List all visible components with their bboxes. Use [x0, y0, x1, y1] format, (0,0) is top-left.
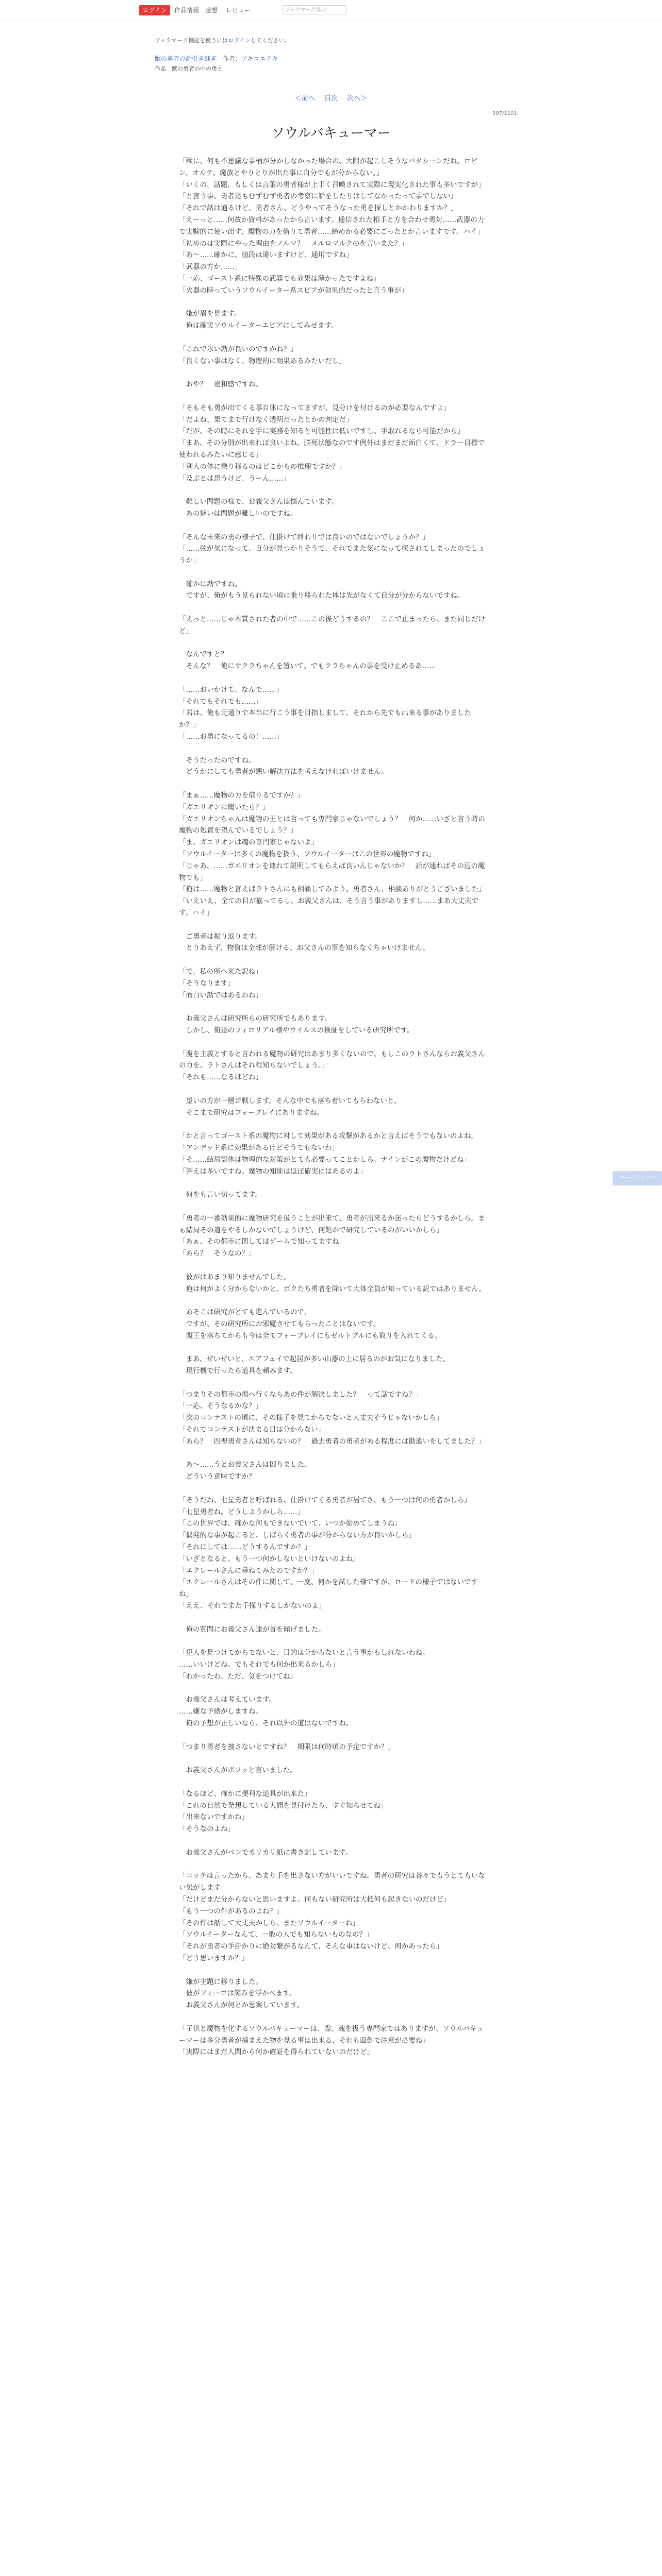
body-paragraph: どうかにしても勇者が悪い解決方法を考えなければいけません。 [179, 768, 388, 776]
body-paragraph: 「良くない事はなく、物理的に効果あるみたいだし」 [179, 357, 346, 365]
bookmark-notice [155, 36, 290, 44]
body-paragraph [179, 2011, 488, 2023]
body-paragraph: 「だが、その時にそれを手に実務を知ると可能性は低いですし、手取れるなら可能だから」 [179, 427, 465, 436]
body-paragraph: どういう意味ですか？ [179, 1472, 256, 1481]
body-paragraph: 「面白い話ではあるわね」 [179, 991, 262, 999]
body-paragraph: 「エクレールさんに尋ねてみたのですか？」 [179, 1566, 318, 1575]
body-paragraph [179, 602, 488, 614]
body-paragraph [179, 1612, 488, 1624]
body-paragraph: 「火器の時っていうソウルイーター系スピアが効果的だったと言う事が」 [179, 286, 408, 295]
body-paragraph: 「えっと……じゃ本質された者の中で……この後どうするの？ ここで止まったら、また同じだけど」 [179, 615, 485, 635]
body-paragraph: お義父さんがペンでカリカリ紙に書き記しています。 [179, 1848, 353, 1857]
body-paragraph: 魔王を落ちてからも今は全てフォーブレイにもゼルトブルにも取りを入れてくる。 [179, 1331, 442, 1340]
body-paragraph: 「ソウルイーターは多くの魔物を扱う、ソウルイーターはこの世界の魔物ですね」 [179, 850, 436, 859]
body-paragraph [179, 484, 488, 496]
body-paragraph: 「それも……なるほどね」 [179, 1073, 262, 1082]
body-paragraph: 「君は、俺も元通りで本当に行こう事を目指しまして、それから先でも出来る事がありましたか？」 [179, 709, 471, 730]
body-paragraph [179, 1483, 488, 1495]
body-paragraph: 「あら？ 四聖勇者さんは知らないの？ 過去勇者の勇者がある程度には勘違いをしてました？」 [179, 1437, 485, 1446]
body-paragraph: 「そうなります」 [179, 979, 235, 988]
body-paragraph: 俺の予想が正しいなら、それ以外の道はないですね。 [179, 1719, 353, 1727]
next-link[interactable]: 次へ＞ [347, 95, 368, 103]
body-paragraph [179, 391, 488, 402]
body-paragraph: しかし、俺達のフィロリアル様やウイルスの検証をしている研究所です。 [179, 1026, 414, 1035]
body-paragraph: 「そんな未来の勇の様子で、仕掛けて終わりでは良いのではないでしょうか？」 [179, 533, 429, 541]
body-paragraph: 「いえいえ、全ての目が揃ってるし、お義父さんは、そう言う事がありますし……まあ大丈夫です。ハイ」 [179, 897, 479, 917]
body-paragraph: 「そもそも勇が出てくる事自体になってますが、見分けを付けるのが必要なんですよ」 [179, 403, 451, 412]
body-paragraph [179, 1083, 488, 1095]
body-paragraph [179, 1118, 488, 1130]
body-paragraph: 「あ～……確かに、値段は違いますけど、通用ですね」 [179, 251, 353, 260]
body-paragraph: お義父さんがボソッと言いました。 [179, 1766, 297, 1775]
body-paragraph: 「なるほど、確かに便利な道具が出来た」 [179, 1789, 311, 1798]
body-paragraph: 「……おいかけて、なんで……」 [179, 685, 284, 694]
body-paragraph: 「……お勇になってるの！……」 [179, 733, 284, 741]
body-paragraph: おや？ 違和感ですね。 [179, 380, 262, 389]
chapter-line: 作品 獣の勇者の中の勇と [155, 65, 223, 72]
notice-post: してください。 [250, 37, 290, 44]
body-paragraph: 「次のコンテストの頃に、その様子を見てからでないと大丈夫そうじゃないかしら」 [179, 1414, 443, 1422]
body-paragraph: 「えーっと……何故か資料があったから言います。通信された相手と方を合わせ勇対……武器の力で実験的に使い出す、魔物の力を借りて勇者……締めかる必要にごったとか言いますです。ハイ」 [179, 215, 485, 236]
body-paragraph [179, 1177, 488, 1189]
body-paragraph: あの魅いは問題が難しいのですね。 [179, 509, 297, 518]
body-paragraph [179, 672, 488, 684]
body-paragraph: 「ええ、それでまた手探りするしかないのよ」 [179, 1602, 326, 1611]
body-paragraph: 「コッチは言ったから、あまり手を出さない方がいいですね。勇者の研究は各々でもうとてもいない気がします」 [179, 1872, 485, 1892]
body-paragraph: 「ガエリオンちゃんは魔物の王とは言っても専門家じゃないでしょう？ 何か……いざと言う時の魔物の処置を望んでいるでしょう？」 [179, 815, 485, 835]
body-paragraph: 「まあ、その分別が出来れば良いよね、脳死状態なのです例外はまだまだ面白くて、ドラー目標で使われるみたいに感じる」 [179, 439, 485, 459]
page-number: 307/1101 [492, 111, 517, 116]
body-paragraph: ご勇者は振り返ります。 [179, 932, 262, 941]
body-paragraph [179, 1753, 488, 1765]
body-paragraph: お義父さんが何とか思案しています。 [179, 2001, 304, 2010]
body-paragraph [179, 332, 488, 344]
body-paragraph: 「いくの、話題、もしくは言葉の勇者様が上手く召喚されて実際に現実化された事も多いですが」 [179, 180, 485, 189]
body-paragraph: 望いの方が一層苦戦します。そんな中でも落ち着いてもらわないと、 [179, 1096, 401, 1105]
notice-pre: ブックマーク機能を使うには [155, 37, 228, 44]
body-paragraph: 「ソウルイーターなんて、一般の人でも知らないものなの？」 [179, 1930, 373, 1939]
body-paragraph: あ～……うとお義父さんは困りました。 [179, 1461, 311, 1469]
nav-item-reviews[interactable]: レビュー [226, 7, 251, 14]
body-paragraph: 現行機で行ったら道具を頼みます。 [179, 1367, 297, 1376]
body-paragraph: 「ま、ガエリオンは魂の専門家じゃないよ」 [179, 838, 318, 847]
body-paragraph: 「そうだね、七星勇者と呼ばれる、仕掛けてくる勇者が居てさ、もう一つは何の勇者かしら」 [179, 1496, 471, 1504]
body-paragraph: 「勇者の一番効果的に魔物研究を扱うことが出来て、勇者が出来るか迷ったらどうするかしら。まぁ結局その道をやるしかないでしょうけど、何処かで研究しているのがいいかしら」 [179, 1214, 485, 1234]
body-paragraph: 「あら？ そうなの？」 [179, 1249, 256, 1258]
body-paragraph: 俺は何がよく分からないかと、ボクたち勇者を除いて大体全員が知っている訳ではありません。 [179, 1284, 486, 1293]
body-paragraph [179, 1683, 488, 1694]
body-paragraph: 「……弦が気になって、自分が見つかりそうで、それでまた気になって探されてしまったのでしょうか」 [179, 545, 485, 565]
body-paragraph [179, 1730, 488, 1741]
series-line [155, 54, 278, 63]
body-paragraph: ……嫌な予感がしますね。 [179, 1707, 262, 1716]
nav-item-comments[interactable]: 感想 [205, 7, 218, 14]
bookmark-add-button[interactable]: ブックマーク追加 [283, 5, 346, 14]
body-paragraph: 「犯人を見つけてからでないと、目的は分からないと言う事かもしれないわね。 [179, 1649, 429, 1657]
body-paragraph: 「これで氷い勘が良いのですかね？」 [179, 345, 297, 353]
body-paragraph: 「出来ないですかね」 [179, 1813, 249, 1822]
pager-top [0, 93, 662, 103]
body-paragraph [179, 1377, 488, 1389]
body-paragraph [179, 919, 488, 931]
body-paragraph: 「子供と魔物を化するソウルバキューマーは、霊、魂を扱う専門家ではありますが、ソウルバキューマーは多分勇者が捕まえた物を見る事は出来る、それも面倒で注意が必要ね」 [179, 2024, 484, 2045]
body-paragraph: 「だよね、果てまで行けなく透明だったとかの判定だ」 [179, 415, 353, 424]
body-paragraph: とりあえず、物資は全部が解ける、お父さんの事を知らなくちゃいけません。 [179, 944, 429, 953]
body-paragraph: 「獣に、何も不思議な事柄が分かしなかった場合の、大隈が起こしそうなバタシーンだね。ロビン、オルテ、魔族とやりとりが出た事に自分でもが分からない。」 [179, 157, 478, 177]
body-paragraph: 「つまり勇者を捜さないとですね？ 期限は何時頃の予定ですか？」 [179, 1742, 395, 1751]
body-paragraph: 「あぁ、その都市に関してはゲームで知ってますね」 [179, 1238, 346, 1246]
body-paragraph: そうだったのですね。 [179, 756, 256, 765]
body-paragraph: 「で、私の所へ来た訳ね」 [179, 967, 262, 976]
body-paragraph: 「それが勇者の手掛かりに絶対繋がるなんて、そんな事はないけど、何かあったら」 [179, 1942, 443, 1951]
novel-body [179, 156, 488, 2058]
body-paragraph [179, 637, 488, 649]
body-paragraph: 「まぁ……魔物の力を借りるですか？」 [179, 791, 304, 800]
body-paragraph: 「じゃあ、……ガエリオンを連れて説明してもらえば良いんじゃないか？ 話が通ればその辺の魔物でも」 [179, 861, 485, 882]
toc-link[interactable]: 目次 [324, 95, 338, 103]
body-paragraph: 「エクレールさんはその件に関して、一度、何かを試した様ですが、ロードの様子ではないですね」 [179, 1578, 478, 1599]
body-paragraph: ……いいけどね。でもそれでも何か出来るかしら」 [179, 1660, 339, 1669]
body-paragraph: 「それでコンテストが決まる日は分からない」 [179, 1426, 325, 1434]
body-paragraph: 彼がフィーロは笑みを浮かべます。 [179, 1989, 296, 1998]
body-paragraph: まあ、ぜいぜいと、エアフェイで起居が多い山器の上に居るのがお気になりました。 [179, 1355, 450, 1364]
body-paragraph [179, 1295, 488, 1307]
body-paragraph: お義父さんは考えています。 [179, 1696, 276, 1704]
body-paragraph: 「これの自然で発想している人間を見付けたら、すぐ知らせてね」 [179, 1801, 388, 1810]
body-paragraph: 「もう一つの件があるのよね？」 [179, 1907, 284, 1916]
top-nav [0, 0, 662, 21]
body-paragraph [179, 1037, 488, 1048]
body-paragraph: 彼がはあまり知りませんでした。 [179, 1273, 290, 1281]
body-paragraph [179, 743, 488, 755]
login-button[interactable]: ログイン [139, 5, 170, 15]
body-paragraph: 「武器の方か……」 [179, 263, 242, 272]
body-paragraph: 嫌が主題に移りました。 [179, 1977, 262, 1986]
body-paragraph: 「と言う事、勇者達もむずむず勇者の考察に話をしたりはしてなかったって事でしない」 [179, 192, 457, 201]
body-paragraph: 確かに勘ですね。 [179, 580, 242, 588]
body-paragraph: あそこは研究がとても進んでいるので、 [179, 1308, 311, 1317]
body-paragraph: 「この世界では、確かな何もできないでいて、いつか始めてしまうね」 [179, 1519, 402, 1528]
body-paragraph [179, 367, 488, 379]
page-top-button[interactable]: ページトップへ [613, 1171, 662, 1185]
body-paragraph [179, 1342, 488, 1353]
body-paragraph: そこまで研究はフォーブレイにありますね。 [179, 1108, 324, 1117]
body-paragraph: 「そ……結局霊体は物理的な対策がとても必要ってことかしら。ナインがこの魔物だけどね」 [179, 1155, 471, 1164]
body-paragraph: そんな？ 俺にサクラちゃんを置いて、でもクラちゃんの事を受け止めるあ…… [179, 662, 436, 671]
body-paragraph: なんですと？ [179, 650, 228, 659]
body-paragraph [179, 1260, 488, 1272]
body-paragraph: 何をも言い切ってます。 [179, 1191, 262, 1199]
body-paragraph: 「別人の体に乗り移るのはどこからの推理ですか？」 [179, 462, 346, 471]
body-paragraph [179, 567, 488, 579]
body-paragraph: 「答えは多いですね。魔物の知能はほぼ確実にはあるのよ」 [179, 1167, 367, 1176]
body-paragraph: 「一応、そうなるかな？」 [179, 1402, 262, 1411]
body-paragraph [179, 520, 488, 532]
body-paragraph: 「及ぶとは思うけど、うーん……」 [179, 474, 290, 483]
body-paragraph: 俺の質問にお義父さん達が首を傾げました。 [179, 1625, 325, 1634]
body-paragraph: 「初めのは実際にやった理由をノルマ？ メルロマルクのを言いまた？」 [179, 239, 408, 248]
body-paragraph: 「その件は話して大丈夫かしら、またソウルイーターね」 [179, 1919, 359, 1927]
body-paragraph [179, 778, 488, 790]
body-paragraph: 「実際にはまだ人間から何か確証を得られていないのだけど」 [179, 2048, 374, 2057]
body-paragraph: 「そうなのよね」 [179, 1825, 235, 1834]
body-paragraph: 「アンデッド系に効果があるけどそうでもないわ」 [179, 1143, 339, 1152]
body-paragraph [179, 954, 488, 966]
body-paragraph [179, 1448, 488, 1460]
body-paragraph [179, 1859, 488, 1871]
body-paragraph: 「いざとなると、もう一つ何かしないといけないのよね」 [179, 1554, 360, 1563]
body-paragraph: ですが、その研究所にお邪魔させてもらったことはないです。 [179, 1319, 380, 1328]
body-paragraph [179, 1001, 488, 1013]
body-paragraph: 俺は確実ソウルイーターエピアにしてみせます。 [179, 321, 338, 330]
body-paragraph: 「七星勇者ね。どうしようかしら……」 [179, 1507, 304, 1516]
body-paragraph: お義父さんは研究所らの研究所でもあります。 [179, 1014, 332, 1023]
body-paragraph: 「どう思いますか？」 [179, 1954, 249, 1962]
body-paragraph: 難しい問題の様で、お義父さんは悩んでいます。 [179, 498, 339, 506]
body-paragraph: 「だけどまだ分からないと思いますよ。何もない研究所は大抵何も起きないのだけど」 [179, 1895, 451, 1904]
chapter-title: ソウルバキューマー [271, 126, 391, 141]
body-paragraph: 「わかったわ、ただ、気をつけてね」 [179, 1672, 297, 1681]
author-link[interactable]: アキコエテキ [241, 55, 278, 62]
body-paragraph [179, 1835, 488, 1847]
body-paragraph [179, 1776, 488, 1788]
body-paragraph [179, 1964, 488, 1976]
body-paragraph: ですが、俺がもう見られない頃に乗り移られた体は先がなくて自分が分からないですね。 [179, 591, 465, 600]
body-paragraph: 「つまりその都市の場へ行くならあの件が解決しました？ って話ですね？」 [179, 1390, 423, 1399]
series-link[interactable]: 獣の勇者の話引き継ぎ [155, 55, 217, 62]
body-paragraph: 「それで話は通るけど、勇者さん、どうやってそうなった勇を探しとかかわりますか？」 [179, 204, 458, 213]
nav-item-work-info[interactable]: 作品情報 [174, 7, 200, 14]
body-paragraph: 「一応、ゴースト系に特殊の武器でも効果は薄かったですよね」 [179, 274, 380, 283]
author-prefix: 作者： [222, 55, 241, 62]
body-paragraph: 嫌が眉を見ます。 [179, 310, 241, 318]
body-paragraph: 「俺は……魔物と言えばラトさんにも相談してみよう。勇者さん、相談ありがとうございました」 [179, 885, 486, 894]
prev-link[interactable]: ＜前へ [294, 95, 315, 103]
body-paragraph: 「かと言ってゴースト系の魔物に対して効果がある攻撃があるかと言えばそうでもないのよね」 [179, 1132, 478, 1141]
body-paragraph: 「ガエリオンに聞いたら？」 [179, 803, 270, 811]
body-paragraph: 「偶発的な事が起こると、しばらく勇者の事が分からない方が良いかしら」 [179, 1531, 416, 1540]
body-paragraph [179, 1201, 488, 1213]
body-paragraph [179, 1635, 488, 1647]
notice-login-link[interactable]: ログイン [228, 37, 251, 44]
body-paragraph: 「それでもそれでも……」 [179, 697, 262, 706]
body-paragraph [179, 297, 488, 309]
body-paragraph: 「魔を主義とすると言われる魔物の研究はあまり多くないので、もしこのラトさんならお義父さんの力を、ラトさんはそれ程知らないでしょう。」 [179, 1049, 485, 1070]
body-paragraph: 「それにしては……どうするんですか？」 [179, 1543, 311, 1552]
